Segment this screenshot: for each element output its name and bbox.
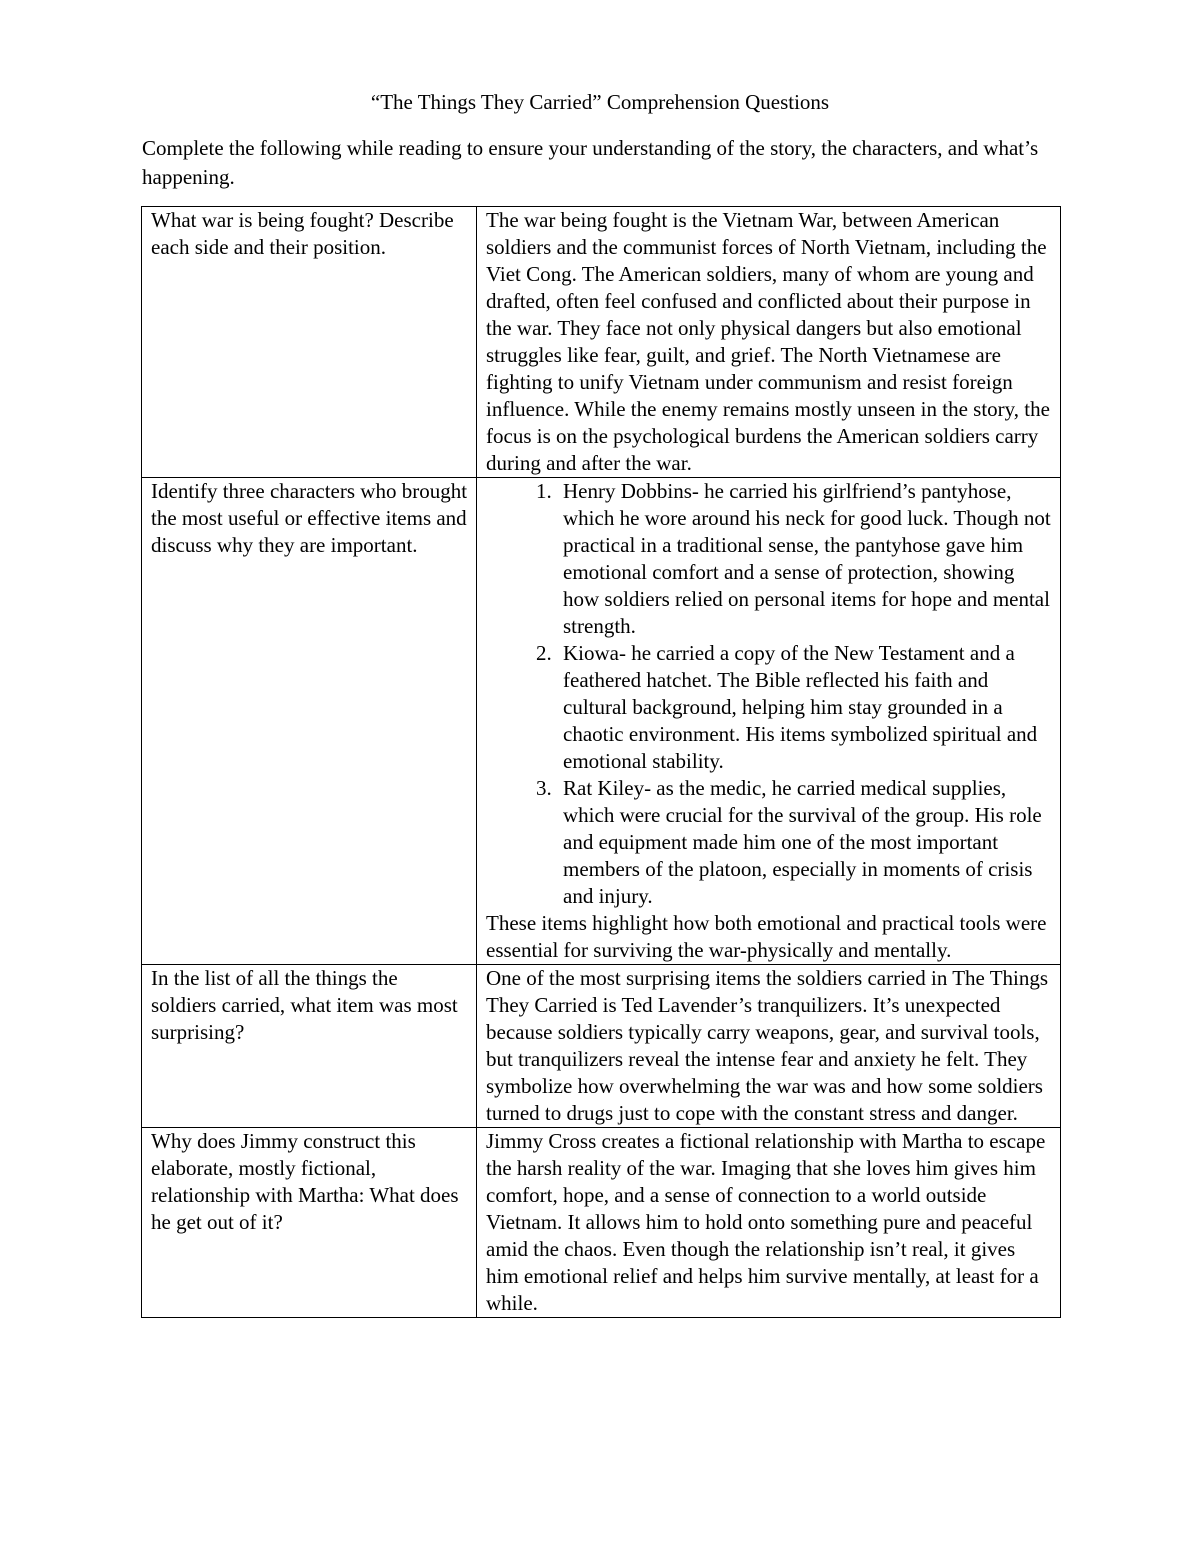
instructions-paragraph: Complete the following while reading to ensure your understanding of the story, the characters, and what’s happening. bbox=[142, 136, 1039, 189]
table-row bbox=[142, 965, 1061, 1128]
table-row bbox=[142, 478, 1061, 965]
answer-conclusion: These items highlight how both emotional and practical tools were essential for surviving the war-physically and mentally. bbox=[486, 911, 1047, 962]
list-item: 3. Rat Kiley- as the medic, he carried medical supplies, which were crucial for the survival of the group. His role and equipment made him one of the most important members of the platoon, especially in moments of crisis and injury. bbox=[557, 775, 1052, 910]
table-row bbox=[142, 207, 1061, 478]
answer-cell: One of the most surprising items the soldiers carried in The Things They Carried is Ted Lavender’s tranquilizers. It’s unexpected because soldiers typically carry weapons, gear, and survival tools, but tranquilizers reveal the intense fear and anxiety he felt. They symbolize how overwhelming the war was and how some soldiers turned to drugs just to cope with the constant stress and danger. bbox=[477, 965, 1061, 1128]
answer-cell: The war being fought is the Vietnam War, between American soldiers and the communist forces of North Vietnam, including the Viet Cong. The American soldiers, many of whom are young and drafted, often feel confused and conflicted about their purpose in the war. They face not only physical dangers but also emotional struggles like fear, guilt, and grief. The North Vietnamese are fighting to unify Vietnam under communism and resist foreign influence. While the enemy remains mostly unseen in the story, the focus is on the psychological burdens the American soldiers carry during and after the war. bbox=[477, 207, 1061, 478]
question-cell: In the list of all the things the soldiers carried, what item was most surprising? bbox=[142, 965, 477, 1128]
document-title: “The Things They Carried” Comprehension Questions bbox=[370, 90, 830, 114]
answer-cell: Jimmy Cross creates a fictional relationship with Martha to escape the harsh reality of the war. Imaging that she loves him gives him comfort, hope, and a sense of connection to a world outside Vietnam. It allows him to hold onto something pure and peaceful amid the chaos. Even though the relationship isn’t real, it gives him emotional relief and helps him survive mentally, at least for a while. bbox=[477, 1128, 1061, 1318]
questions-table bbox=[141, 206, 1061, 1318]
question-cell: What war is being fought? Describe each side and their position. bbox=[142, 207, 477, 478]
list-item: 1. Henry Dobbins- he carried his girlfriend’s pantyhose, which he wore around his neck for good luck. Though not practical in a traditional sense, the pantyhose gave him emotional comfort and a sense of protection, showing how soldiers relied on personal items for hope and mental strength. bbox=[557, 478, 1052, 640]
question-cell: Identify three characters who brought the most useful or effective items and discuss why they are important. bbox=[142, 478, 477, 965]
question-cell: Why does Jimmy construct this elaborate, mostly fictional, relationship with Martha: What does he get out of it? bbox=[142, 1128, 477, 1318]
character-list bbox=[486, 478, 1052, 910]
answer-cell bbox=[477, 478, 1061, 965]
table-row bbox=[142, 1128, 1061, 1318]
list-item: 2. Kiowa- he carried a copy of the New Testament and a feathered hatchet. The Bible reflected his faith and cultural background, helping him stay grounded in a chaotic environment. His items symbolized spiritual and emotional stability. bbox=[557, 640, 1052, 775]
